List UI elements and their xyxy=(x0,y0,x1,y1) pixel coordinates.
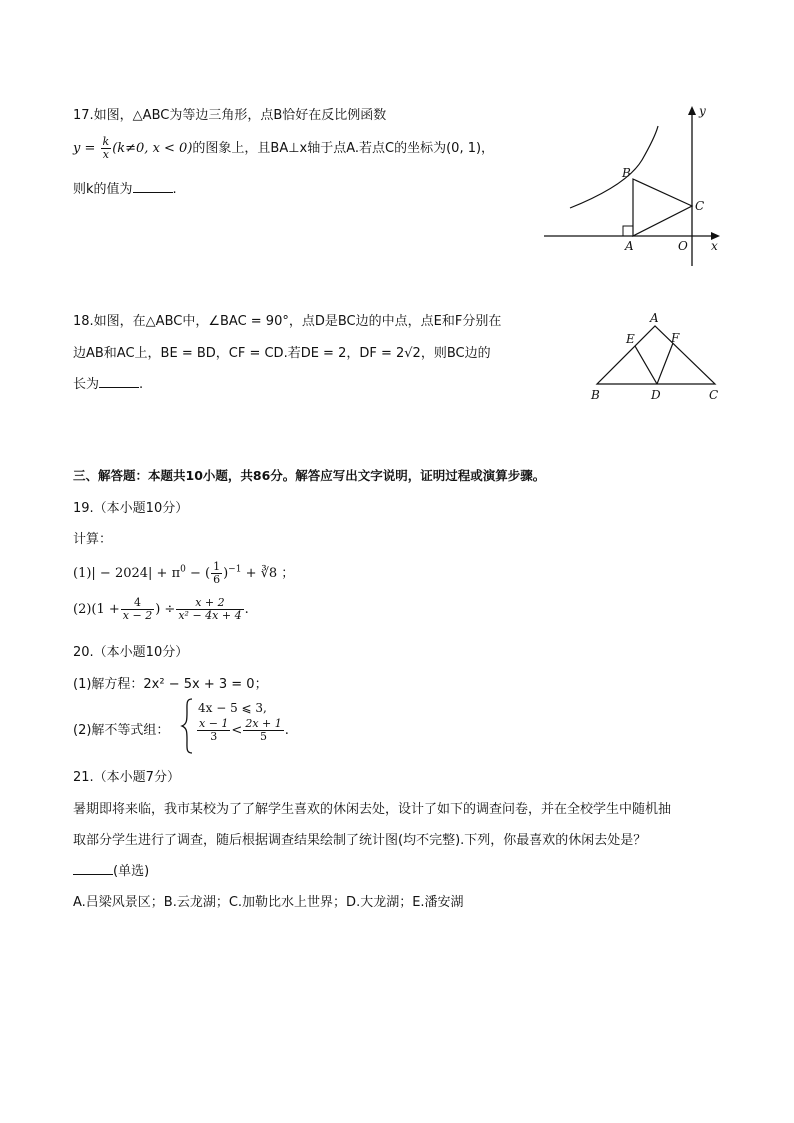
q17-hyperbola xyxy=(570,126,658,208)
q19-intro: 计算： xyxy=(73,532,113,547)
q18-line3: 长为 . xyxy=(73,373,143,392)
q17-line2-text: 的图象上，且BA⊥x轴于点A.若点C的坐标为(0, 1)， xyxy=(192,141,495,156)
q21-line1: 暑期即将来临，我市某校为了了解学生喜欢的休闲去处，设计了如下的调查问卷，并在全校学生中随机抽 xyxy=(73,802,672,817)
q18-figure xyxy=(585,308,725,404)
q20-title: 20.（本小题10分） xyxy=(73,645,189,660)
q17-label-a: A xyxy=(625,239,634,253)
q18-label-c: C xyxy=(709,388,719,402)
q17-answer-blank[interactable] xyxy=(133,179,173,193)
q21-line2: 取部分学生进行了调查，随后根据调查结果绘制了统计图(均不完整).下列，你最喜欢的休闲去处是？ xyxy=(73,833,647,848)
q17-label-x: x xyxy=(711,239,718,253)
q18-answer-blank[interactable] xyxy=(99,374,139,388)
q17-label-c: C xyxy=(695,199,705,213)
q17-label-o: O xyxy=(678,239,688,253)
q17-triangle-abc xyxy=(633,179,692,236)
q17-right-angle-mark xyxy=(623,226,633,236)
q18-segment-de xyxy=(635,346,657,384)
q19-part2: (2)(1 + $\frac{4}{x - 2}$ ) ÷ $\frac{x + 2}{\text{x² − 4x + 4}}$ . xyxy=(73,596,249,622)
q18-label-a: A xyxy=(650,311,659,325)
q18-segment-df xyxy=(657,343,673,384)
section-3-heading: 三、解答题：本题共10小题，共86分。解答应写出文字说明，证明过程或演算步骤。 xyxy=(73,468,546,483)
q21-title: 21.（本小题7分） xyxy=(73,770,180,785)
q20-part1: (1)解方程：2x² − 5x + 3 = 0； xyxy=(73,677,268,692)
q17-figure xyxy=(540,100,730,270)
q21-line3: (单选) xyxy=(73,860,149,879)
q17-y-arrow xyxy=(688,106,696,115)
q17-eq-fraction: $\frac{k}{x}$ xyxy=(102,135,110,161)
q17-line1: 17.如图，△ABC为等边三角形，点B恰好在反比例函数 xyxy=(73,108,387,123)
q17-eq-condition: (k≠0, x < 0) xyxy=(112,141,193,156)
q18-label-e: E xyxy=(626,332,635,346)
q19-title: 19.（本小题10分） xyxy=(73,501,189,516)
q18-line2: 边AB和AC上，BE = BD，CF = CD.若DE = 2，DF = 2√2，则BC边的 xyxy=(73,346,491,361)
q20-ineq1: 4x − 5 ⩽ 3, xyxy=(198,701,267,715)
q20-part2-label: (2)解不等式组： xyxy=(73,723,170,738)
q21-options: A.吕梁风景区；B.云龙湖；C.加勒比水上世界；D.大龙湖；E.潘安湖 xyxy=(73,895,464,910)
q17-eq-lhs: y = xyxy=(73,141,96,156)
q18-triangle-abc xyxy=(597,326,715,384)
q18-label-d: D xyxy=(651,388,661,402)
q17-label-b: B xyxy=(622,166,631,180)
q18-label-f: F xyxy=(671,331,680,345)
q18-line1: 18.如图，在△ABC中，∠BAC = 90°，点D是BC边的中点，点E和F分别在 xyxy=(73,314,502,329)
q20-brace xyxy=(180,698,194,754)
q20-ineq2: $\frac{x - 1}{3}$ < $\frac{2x + 1}{5}$ . xyxy=(199,717,289,743)
q21-answer-blank[interactable] xyxy=(73,861,113,875)
q17-line3: 则k的值为 . xyxy=(73,178,177,197)
q18-label-b: B xyxy=(591,388,600,402)
q17-label-y: y xyxy=(699,104,706,118)
q17-line2 xyxy=(73,136,494,161)
q19-part1: $(1)| - 2024| + \pi^0$ − ( $\frac{1}{6}$ )$^{-1}$ + ∛8 ； xyxy=(73,560,295,586)
